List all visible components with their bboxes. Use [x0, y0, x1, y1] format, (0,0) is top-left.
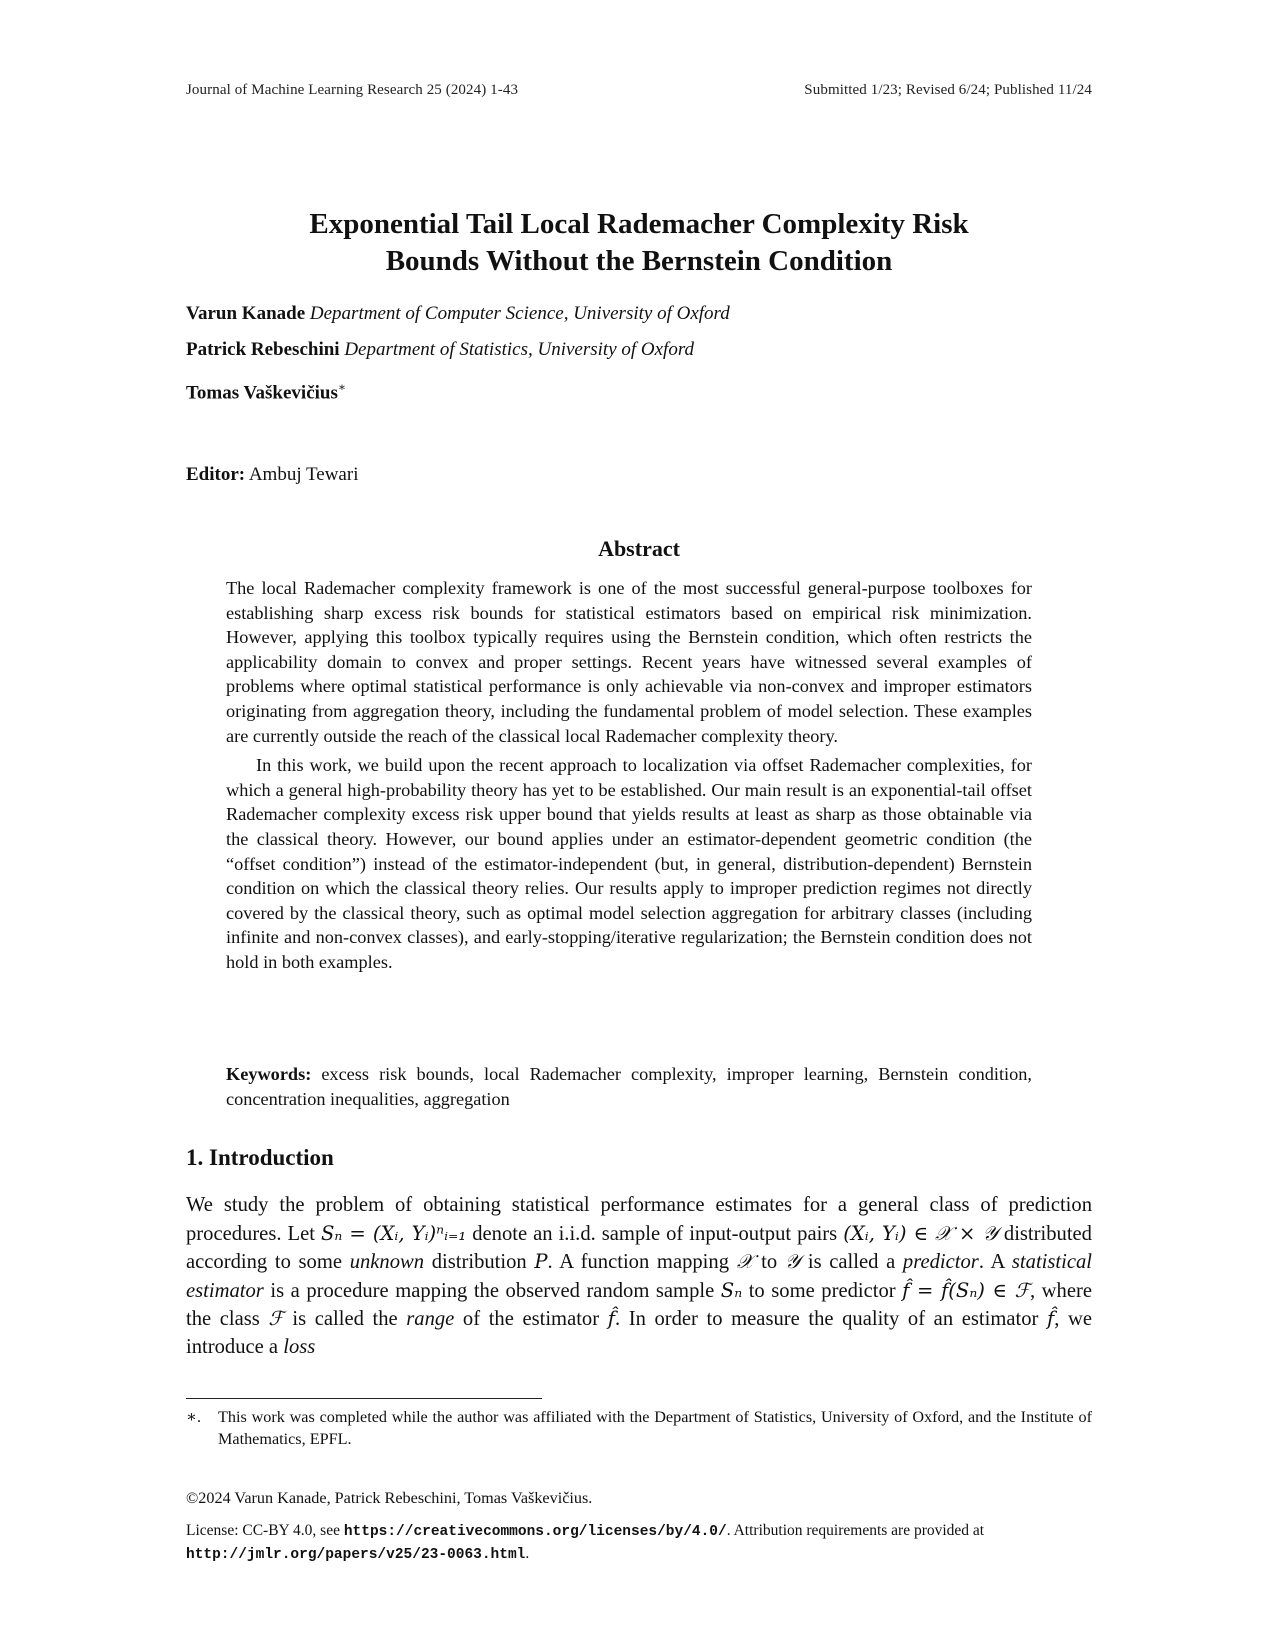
intro-text: of the estimator: [454, 1308, 608, 1331]
math-estimator: f̂: [607, 1307, 615, 1331]
running-head: [186, 82, 1092, 99]
emphasis: range: [406, 1308, 455, 1331]
intro-text: , we introduce a: [186, 1308, 1092, 1358]
section-heading-introduction: 1. Introduction: [186, 1145, 334, 1170]
math-distribution: P: [534, 1250, 548, 1274]
editor-name: Ambuj Tewari: [248, 464, 359, 485]
intro-text: , where the class: [186, 1279, 1092, 1331]
title-line-1: Exponential Tail Local Rademacher Complexity Risk: [309, 208, 969, 240]
footnote-rule: [186, 1398, 542, 1399]
paper-link[interactable]: http://jmlr.org/papers/v25/23-0063.html: [186, 1547, 526, 1563]
license-text: .: [525, 1545, 530, 1562]
emphasis: unknown: [349, 1251, 425, 1274]
intro-text: distribution: [424, 1251, 535, 1274]
intro-text: We study the problem of obtaining statistical performance estimates for a general class of prediction procedures. Let: [186, 1194, 1092, 1245]
editor-label: Editor:: [186, 464, 246, 485]
intro-text: to some predictor: [742, 1279, 903, 1302]
keywords-label: Keywords:: [226, 1064, 312, 1084]
journal-citation: Journal of Machine Learning Research 25 (2024) 1-43: [186, 82, 519, 98]
author-2: [186, 338, 694, 362]
author-3: [186, 375, 346, 405]
abstract-body: [226, 576, 1032, 975]
license-link[interactable]: https://creativecommons.org/licenses/by/4.0/: [343, 1524, 727, 1540]
emphasis: statistical estimator: [186, 1251, 1092, 1302]
submission-dates: Submitted 1/23; Revised 6/24; Published 11/24: [804, 82, 1092, 98]
abstract-heading: Abstract: [598, 536, 680, 561]
footnote: [186, 1406, 1092, 1450]
math-output-space: 𝒴: [784, 1250, 801, 1274]
license-notice: [186, 1520, 1092, 1566]
math-class: ℱ: [268, 1307, 284, 1331]
editor-line: [186, 464, 358, 486]
author-name: Tomas Vaškevičius: [186, 382, 338, 404]
intro-text: is a procedure mapping the observed random sample: [263, 1279, 721, 1302]
math-estimator: f̂: [1046, 1307, 1055, 1331]
footnote-row: [186, 1406, 1092, 1450]
author-name: Patrick Rebeschini: [186, 339, 340, 360]
footnote-marker: ∗: [337, 380, 347, 394]
author-affiliation: Department of Statistics, University of Oxford: [344, 339, 695, 360]
intro-text: . A function mapping: [547, 1251, 737, 1274]
intro-text: . A: [978, 1251, 1012, 1274]
intro-text: . In order to measure the quality of an estimator: [614, 1308, 1047, 1331]
math-estimator: f̂ = f̂(Sₙ) ∈ ℱ: [902, 1278, 1030, 1302]
intro-text: denote an i.i.d. sample of input-output pairs: [466, 1222, 844, 1245]
math-pair: (Xᵢ, Yᵢ) ∈ 𝒳 × 𝒴: [843, 1221, 998, 1245]
footnote-mark: ∗.: [186, 1408, 202, 1426]
math-sample: Sₙ = (Xᵢ, Yᵢ)ⁿᵢ₌₁: [320, 1221, 467, 1245]
abstract-paragraph-2: In this work, we build upon the recent approach to localization via offset Rademacher complexities, for which a general high-probability theory has yet to be established. Our main result is an exponential-tail offset Rademacher complexity excess risk upper bound that yields results at least as sharp as those obtainable via the classical theory. However, our bound applies under an estimator-dependent geometric condition (the “offset condition”) instead of the estimator-independent (but, in general, distribution-dependent) Bernstein condition on which the classical theory relies. Our results apply to improper prediction regimes not directly covered by the classical theory, such as optimal model selection aggregation for arbitrary classes (including infinite and non-convex classes), and early-stopping/iterative regularization; the Bernstein condition does not hold in both examples.: [226, 755, 1032, 972]
author-name: Varun Kanade: [186, 303, 306, 324]
intro-text: is called the: [283, 1308, 407, 1331]
license-text: License: CC-BY 4.0, see: [186, 1522, 344, 1539]
intro-text: is called a: [800, 1251, 903, 1274]
emphasis: predictor: [902, 1251, 979, 1274]
math-sample: Sₙ: [720, 1278, 743, 1302]
keywords-text: excess risk bounds, local Rademacher complexity, improper learning, Bernstein condition, concentration inequalities, aggregation: [226, 1064, 1032, 1109]
paper-title: [186, 206, 1092, 280]
introduction-paragraph: [186, 1192, 1092, 1362]
keywords: [226, 1062, 1032, 1111]
emphasis: loss: [283, 1335, 316, 1358]
footnote-text: This work was completed while the author was affiliated with the Department of Statistics, University of Oxford, and the Institute of Mathematics, EPFL.: [218, 1408, 1092, 1448]
copyright-notice: ©2024 Varun Kanade, Patrick Rebeschini, Tomas Vaškevičius.: [186, 1489, 593, 1507]
intro-text: distributed according to some: [186, 1222, 1092, 1274]
author-affiliation: Department of Computer Science, University of Oxford: [309, 303, 730, 324]
license-text: . Attribution requirements are provided at: [726, 1522, 985, 1539]
abstract-paragraph-1: The local Rademacher complexity framework is one of the most successful general-purpose toolboxes for establishing sharp excess risk bounds for statistical estimators based on empirical risk minimization. However, applying this toolbox typically requires using the Bernstein condition, which often restricts the applicability domain to convex and proper settings. Recent years have witnessed several examples of problems where optimal statistical performance is only achievable via non-convex and improper estimators originating from aggregation theory, including the fundamental problem of model selection. These examples are currently outside the reach of the classical local Rademacher complexity theory.: [226, 578, 1032, 746]
author-1: [186, 302, 730, 326]
math-input-space: 𝒳: [736, 1250, 754, 1274]
title-line-2: Bounds Without the Bernstein Condition: [385, 245, 893, 277]
intro-text: to: [753, 1251, 785, 1274]
